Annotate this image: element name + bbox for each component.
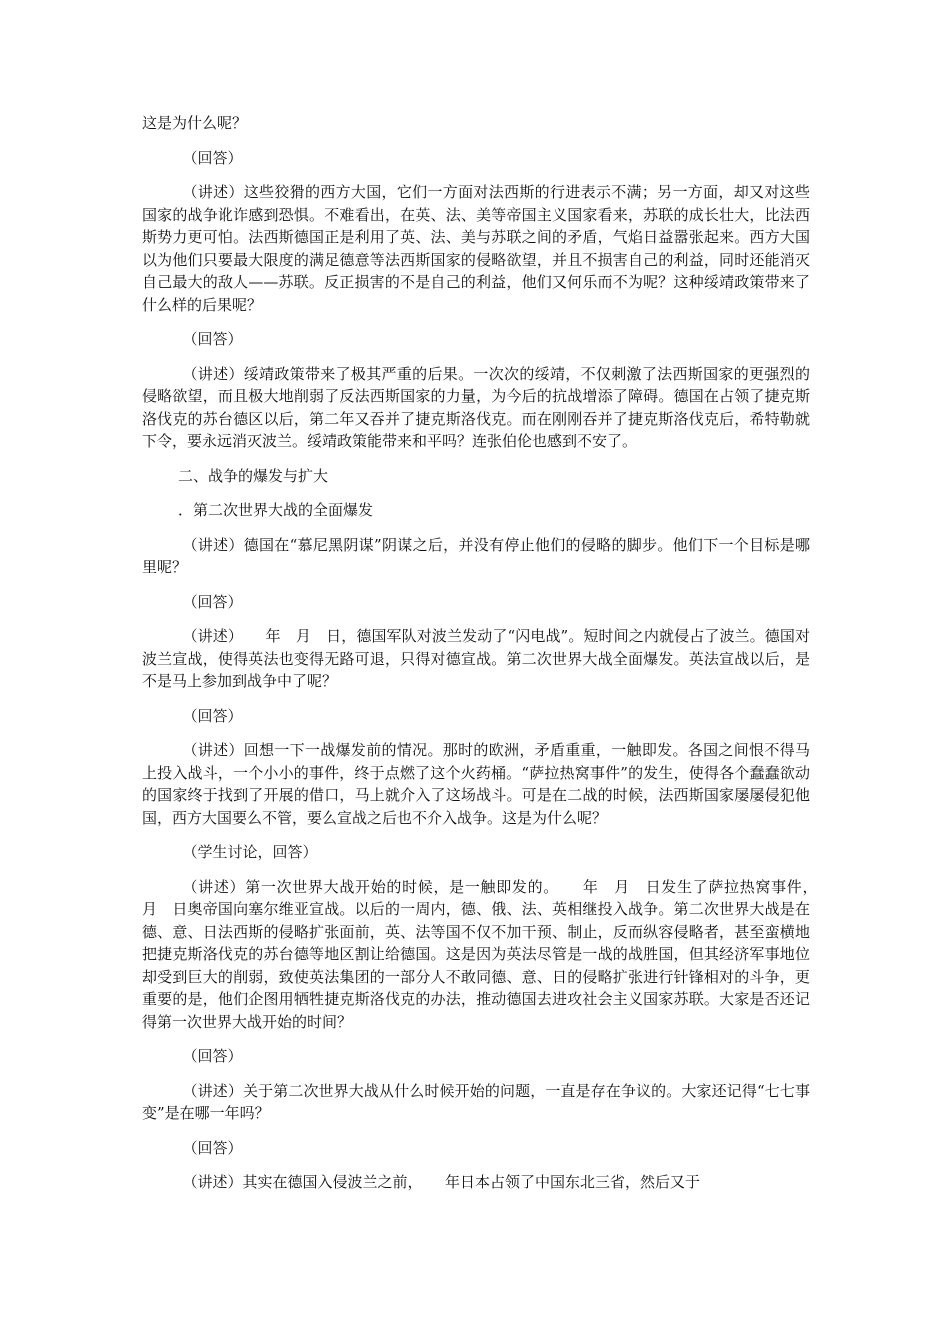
paragraph-narration: （讲述）这些狡猾的西方大国，它们一方面对法西斯的行进表示不满；另一方面，却又对这些国家的战争讹诈感到恐惧。不难看出，在英、法、美等帝国主义国家看来，苏联的成长壮大，比法西斯势力更可怕。法西斯德国正是利用了英、法、美与苏联之间的矛盾，气焰日益嚣张起来。西方大国以为他们只要最大限度的满足德意等法西斯国家的侵略欲望，并且不损害自己的利益，同时还能消灭自己最大的敌人——苏联。反正损害的不是自己的利益，他们又何乐而不为呢？这种绥靖政策带来了什么样的后果呢？ <box>142 183 810 314</box>
answer-line: （回答） <box>182 330 243 348</box>
paragraph-narration: （讲述）关于第二次世界大战从什么时候开始的问题，一直是存在争议的。大家还记得“七七事变”是在哪一年吗？ <box>142 1081 810 1122</box>
answer-line: （回答） <box>182 1047 243 1065</box>
answer-line: （回答） <box>182 148 243 167</box>
paragraph-narration: （讲述）其实在德国入侵波兰之前， 年日本占领了中国东北三省，然后又于 <box>182 1173 701 1191</box>
paragraph-1: 这是为什么呢？ <box>142 114 248 132</box>
answer-line: （回答） <box>182 706 243 725</box>
paragraph-narration: （讲述）回想一下一战爆发前的情况。那时的欧洲，矛盾重重，一触即发。各国之间恨不得马上投入战斗，一个小小的事件，终于点燃了这个火药桶。“萨拉热窝事件”的发生，使得各个蠢蠢欲动的国家终于找到了开展的借口，马上就介入了这场战斗。可是在二战的时候，法西斯国家屡屡侵犯他国，西方大国要么不管，要么宣战之后也不介入战争。这是为什么呢？ <box>142 741 810 827</box>
answer-line: （回答） <box>182 592 243 611</box>
paragraph-narration: （讲述）德国在“慕尼黑阴谋”阴谋之后，并没有停止他们的侵略的脚步。他们下一个目标是哪里呢？ <box>142 535 810 576</box>
paragraph-narration: （讲述）绥靖政策带来了极其严重的后果。一次次的绥靖，不仅刺激了法西斯国家的更强烈的侵略欲望，而且极大地削弱了反法西斯国家的力量，为今后的抗战增添了障碍。德国在占领了捷克斯洛伐克的苏台德区以后，第二年又吞并了捷克斯洛伐克。而在刚刚吞并了捷克斯洛伐克后，希特勒就下令，要永远消灭波兰。绥靖政策能带来和平吗？连张伯伦也感到不安了。 <box>142 364 810 450</box>
paragraph-narration: （讲述） 年 月 日，德国军队对波兰发动了“闪电战”。短时间之内就侵占了波兰。德国对波兰宣战，使得英法也变得无路可退，只得对德宣战。第二次世界大战全面爆发。英法宣战以后，是不是马上参加到战争中了呢？ <box>142 627 810 690</box>
paragraph-narration: （讲述）第一次世界大战开始的时候，是一触即发的。 年 月 日发生了萨拉热窝事件， 月 日奥帝国向塞尔维亚宣战。以后的一周内，德、俄、法、英相继投入战争。第二次世界大战是在德、意、日法西斯的侵略扩张面前，英、法等国不仅不加干预、制止，反而纵容侵略者，甚至蛮横地把捷克斯洛伐克的苏台德等地区割让给德国。这是因为英法尽管是一战的战胜国，但其经济军事地位却受到巨大的削弱，致使英法集团的一部分人不敢同德、意、日的侵略扩张进行针锋相对的斗争，更重要的是，他们企图用牺牲捷克斯洛伐克的办法，推动德国去进攻社会主义国家苏联。大家是否还记得第一次世界大战开始的时间？ <box>142 877 826 1031</box>
document-page <box>142 112 826 1206</box>
discussion-line: （学生讨论，回答） <box>182 843 318 861</box>
section-heading: 二、战争的爆发与扩大 <box>178 466 329 485</box>
answer-line: （回答） <box>182 1138 243 1157</box>
subsection-heading: ．第二次世界大战的全面爆发 <box>178 501 374 519</box>
